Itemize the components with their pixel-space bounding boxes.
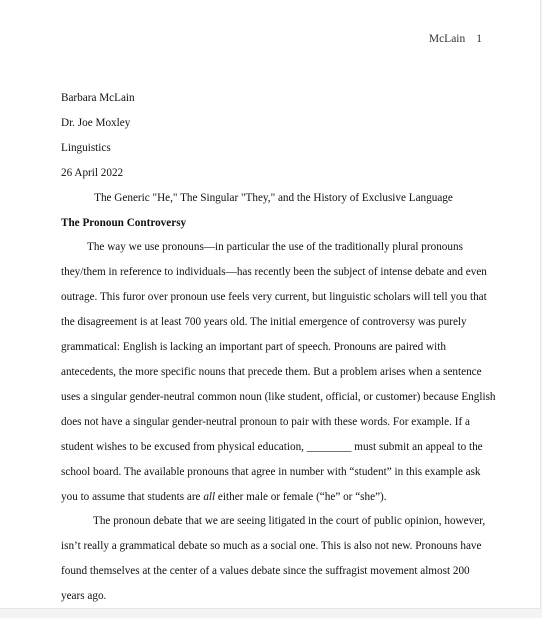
paragraph-line: grammatical: English is lacking an important part of speech. Pronouns are paired with	[61, 341, 446, 354]
paragraph-line	[61, 485, 486, 510]
paragraph-line: does not have a singular gender-neutral pronoun to pair with these words. For example. If a	[61, 415, 470, 428]
text-run: you to assume that students are	[61, 490, 204, 503]
section-heading: The Pronoun Controversy	[61, 216, 187, 229]
paragraph-line: The pronoun debate that we are seeing litigated in the court of public opinion, however,	[93, 515, 486, 528]
text-run: either male or female (“he” or “she”).	[215, 490, 387, 503]
paragraph-line: school board. The available pronouns that agree in number with “student” in this example ask	[61, 465, 481, 478]
running-header	[429, 33, 482, 45]
document-date: 26 April 2022	[61, 166, 124, 179]
course-name: Linguistics	[61, 141, 111, 154]
paragraph-line: uses a singular gender-neutral common noun (like student, official, or customer) because English	[61, 390, 496, 403]
paper-title: The Generic "He," The Singular "They," and the History of Exclusive Language	[94, 191, 453, 204]
paragraph-line: antecedents, the more specific nouns that precede them. But a problem arises when a sentence	[61, 365, 482, 378]
paragraph-line: the disagreement is at least 700 years old. The initial emergence of controversy was purely	[61, 316, 467, 329]
instructor-name: Dr. Joe Moxley	[61, 116, 131, 129]
paragraph-line: outrage. This furor over pronoun use feels very current, but linguistic scholars will tell you that	[61, 291, 487, 304]
paragraph-line: The way we use pronouns—in particular the use of the traditionally plural pronouns	[87, 241, 463, 254]
paragraph-line: isn’t really a grammatical debate so much as a social one. This is also not new. Pronouns have	[61, 540, 482, 553]
header-author-name: McLain	[428, 33, 466, 45]
document-body	[61, 86, 496, 609]
emphasis-text: all	[203, 490, 216, 503]
paragraph-line: years ago.	[61, 590, 107, 603]
paragraph-line: student wishes to be excused from physical education, ________ must submit an appeal to the	[61, 440, 483, 453]
page-number: 1	[476, 33, 482, 45]
paragraph-line: found themselves at the center of a values debate since the suffragist movement almost 200	[61, 565, 470, 578]
student-name: Barbara McLain	[61, 92, 135, 104]
paragraph-line: they/them in reference to individuals—has recently been the subject of intense debate and even	[61, 266, 487, 279]
